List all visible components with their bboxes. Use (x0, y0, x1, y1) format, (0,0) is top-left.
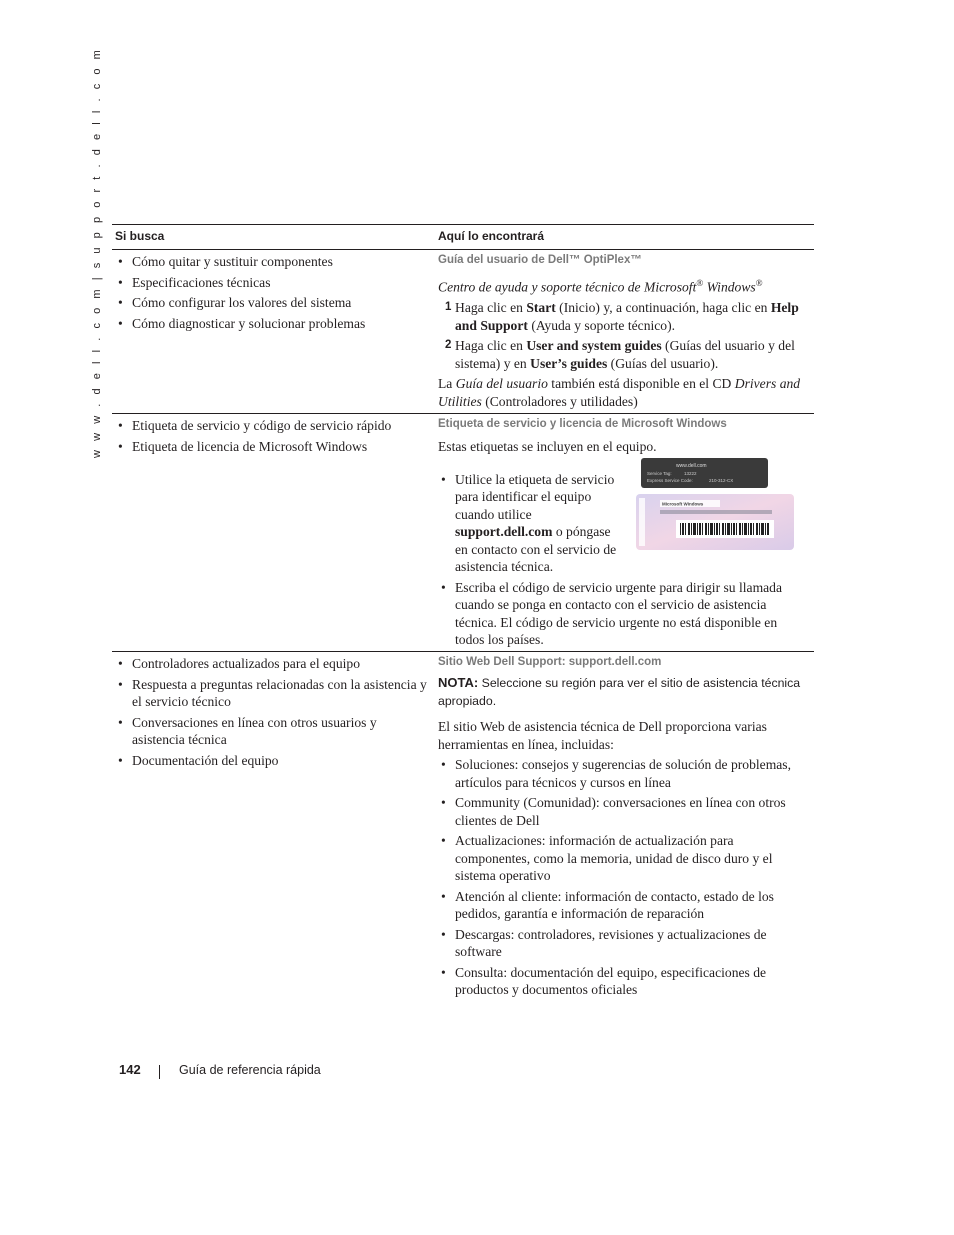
list-item: • Atención al cliente: información de contacto, estado de los pedidos, garantía e información de reparación (438, 888, 808, 923)
list-item: • Descargas: controladores, revisiones y actualizaciones de software (438, 926, 808, 961)
windows-license-label (636, 494, 794, 550)
list-item: • Community (Comunidad): conversaciones en línea con otros clientes de Dell (438, 794, 808, 829)
list-item: • Actualizaciones: información de actualización para componentes, como la memoria, unidad de disco duro y el sistema operativo (438, 832, 808, 885)
footer-title: Guía de referencia rápida (179, 1063, 321, 1077)
list-item: • Especificaciones técnicas (115, 274, 427, 292)
row1-heading: Guía del usuario de Dell™ OptiPlex™ (438, 254, 642, 266)
svg-text:Service Tag:: Service Tag: (647, 471, 672, 476)
row1-guide-note: La Guía del usuario también está disponible en el CD Drivers and Utilities (Controladores y utilidades) (438, 376, 801, 409)
row3-topics (115, 655, 427, 769)
svg-text:210-312-CX: 210-312-CX (709, 478, 734, 483)
step-1: 1 Haga clic en Start (Inicio) y, a continuación, haga clic en Help and Support (Ayuda y soporte técnico). (445, 300, 799, 333)
list-item: • Escriba el código de servicio urgente para dirigir su llamada cuando se ponga en contacto con el servicio de asistencia técnica. El código de servicio urgente no está disponible en todos los países. (438, 579, 808, 649)
list-item: • Cómo quitar y sustituir componentes (115, 253, 427, 271)
service-labels-image (636, 458, 796, 554)
list-item: • Etiqueta de licencia de Microsoft Windows (115, 438, 427, 456)
svg-text:Express Service Code:: Express Service Code: (647, 478, 693, 483)
row2-topics (115, 417, 427, 455)
list-item: • Utilice la etiqueta de servicio para identificar el equipo cuando utilice support.dell.com o póngase en contacto con el servicio de asistencia técnica. (438, 471, 618, 576)
table-row (112, 652, 814, 1002)
header-aqui: Aquí lo encontrará (438, 229, 545, 243)
row1-topics (115, 253, 427, 332)
list-item: • Controladores actualizados para el equipo (115, 655, 427, 673)
table-header (112, 225, 814, 250)
list-item: • Conversaciones en línea con otros usuarios y asistencia técnica (115, 714, 427, 749)
list-item: • Respuesta a preguntas relacionadas con la asistencia y el servicio técnico (115, 676, 427, 711)
step-2: 2 Haga clic en User and system guides (Guías del usuario y del sistema) y en User’s guides (Guías del usuario). (445, 338, 795, 371)
table-row (112, 250, 814, 414)
nota: NOTA: Seleccione su región para ver el sitio de asistencia técnica apropiado. (438, 675, 801, 708)
table-row (112, 414, 814, 652)
page-number: 142 (119, 1062, 141, 1077)
side-url: w w w . d e l l . c o m | s u p p o r t . d e l l . c o m (91, 47, 103, 458)
list-item: • Cómo diagnosticar y solucionar problemas (115, 315, 427, 333)
svg-text:13222: 13222 (684, 471, 697, 476)
header-si-busca: Si busca (115, 229, 165, 243)
list-item: • Consulta: documentación del equipo, especificaciones de productos y documentos oficiales (438, 964, 808, 999)
list-item: • Etiqueta de servicio y código de servicio rápido (115, 417, 427, 435)
row2-intro: Estas etiquetas se incluyen en el equipo. (438, 439, 657, 454)
row1-steps (438, 299, 808, 372)
list-item: • Soluciones: consejos y sugerencias de solución de problemas, artículos para técnicos y cursos en línea (438, 756, 808, 791)
service-tag-label (641, 458, 768, 488)
list-item: • Documentación del equipo (115, 752, 427, 770)
row3-heading: Sitio Web Dell Support: support.dell.com (438, 656, 662, 668)
svg-text:Microsoft Windows: Microsoft Windows (662, 501, 704, 507)
row3-intro: El sitio Web de asistencia técnica de Dell proporciona varias herramientas en línea, incluidas: (438, 719, 767, 752)
svg-text:www.dell.com: www.dell.com (676, 463, 707, 469)
row3-tools (438, 756, 808, 999)
row2-heading: Etiqueta de servicio y licencia de Microsoft Windows (438, 418, 727, 430)
footer-divider (159, 1065, 160, 1079)
row1-centro: Centro de ayuda y soporte técnico de Microsoft® Windows® (438, 278, 763, 295)
list-item: • Cómo configurar los valores del sistema (115, 294, 427, 312)
info-table (112, 224, 814, 1002)
